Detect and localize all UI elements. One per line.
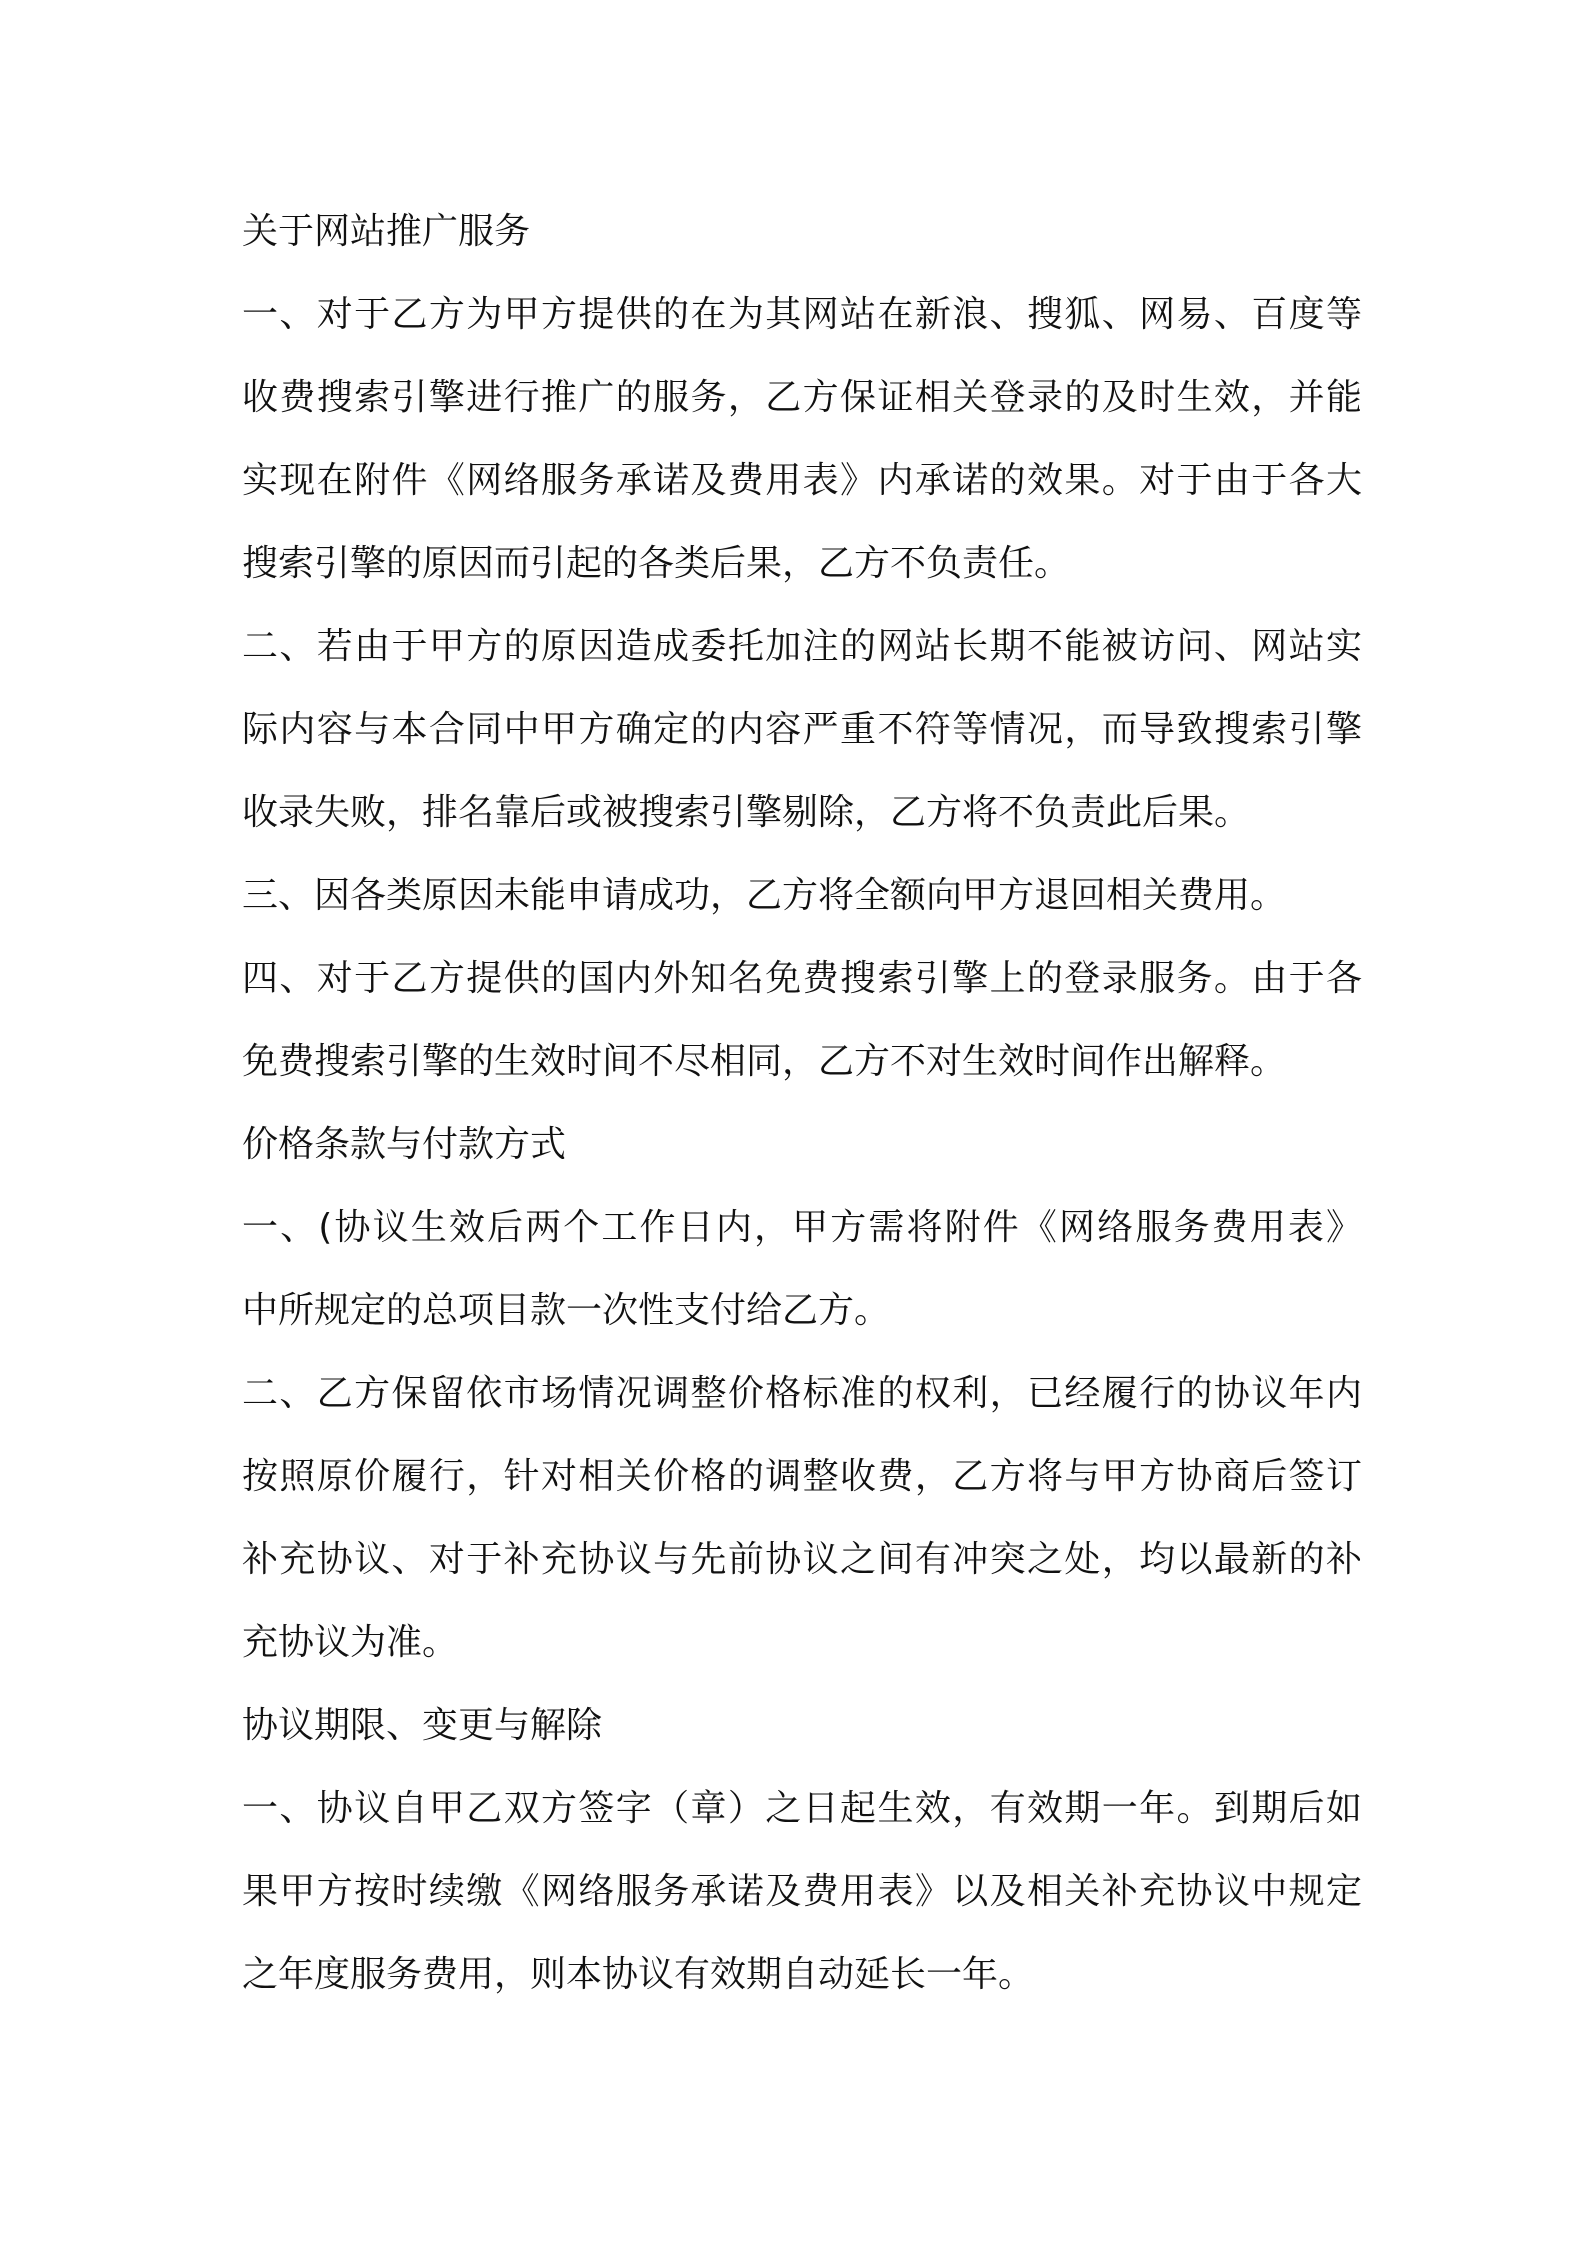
clause-line: 收费搜索引擎进行推广的服务，乙方保证相关登录的及时生效，并能 <box>242 377 1362 418</box>
clause-line: 充协议为准。 <box>242 1622 459 1663</box>
clause-line: 收录失败，排名靠后或被搜索引擎剔除，乙方将不负责此后果。 <box>242 792 1251 833</box>
clause-line: 二、乙方保留依市场情况调整价格标准的权利，已经履行的协议年内 <box>242 1373 1362 1414</box>
section-heading: 价格条款与付款方式 <box>242 1124 567 1165</box>
clause-line: 按照原价履行，针对相关价格的调整收费，乙方将与甲方协商后签订 <box>242 1456 1362 1497</box>
clause-line: 一、协议自甲乙双方签字（章）之日起生效，有效期一年。到期后如 <box>242 1788 1362 1829</box>
clause-line: 一、(协议生效后两个工作日内，甲方需将附件《网络服务费用表》 <box>242 1207 1362 1248</box>
section-heading: 协议期限、变更与解除 <box>242 1705 603 1746</box>
clause-line: 二、若由于甲方的原因造成委托加注的网站长期不能被访问、网站实 <box>242 626 1362 667</box>
clause-line: 补充协议、对于补充协议与先前协议之间有冲突之处，均以最新的补 <box>242 1539 1362 1580</box>
section-heading: 关于网站推广服务 <box>242 211 531 252</box>
clause-line: 一、对于乙方为甲方提供的在为其网站在新浪、搜狐、网易、百度等 <box>242 294 1362 335</box>
clause-line: 果甲方按时续缴《网络服务承诺及费用表》以及相关补充协议中规定 <box>242 1871 1362 1912</box>
clause-line: 实现在附件《网络服务承诺及费用表》内承诺的效果。对于由于各大 <box>242 460 1362 501</box>
clause-line: 四、对于乙方提供的国内外知名免费搜索引擎上的登录服务。由于各 <box>242 958 1362 999</box>
clause-line: 免费搜索引擎的生效时间不尽相同，乙方不对生效时间作出解释。 <box>242 1041 1287 1082</box>
clause-line: 际内容与本合同中甲方确定的内容严重不符等情况，而导致搜索引擎 <box>242 709 1362 750</box>
clause-line: 三、因各类原因未能申请成功，乙方将全额向甲方退回相关费用。 <box>242 875 1287 916</box>
clause-line: 中所规定的总项目款一次性支付给乙方。 <box>242 1290 891 1331</box>
clause-line: 之年度服务费用，则本协议有效期自动延长一年。 <box>242 1954 1035 1995</box>
clause-line: 搜索引擎的原因而引起的各类后果，乙方不负责任。 <box>242 543 1071 584</box>
